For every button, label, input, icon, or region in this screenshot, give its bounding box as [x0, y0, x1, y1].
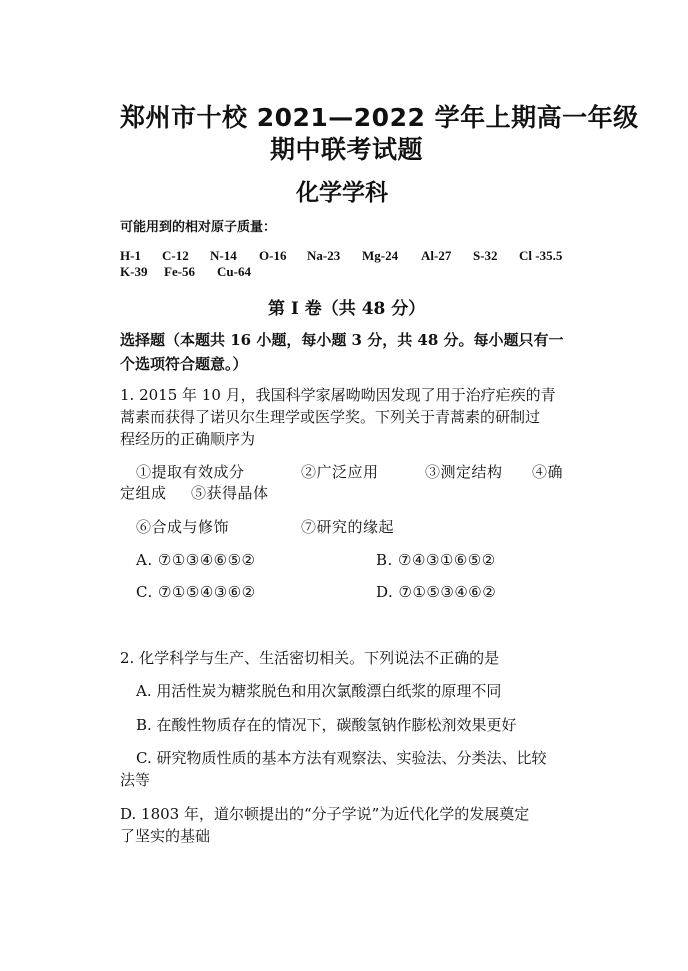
atomic-mass-item: Al-27 — [421, 248, 452, 263]
q2-option-b[interactable]: B. 在酸性物质存在的情况下，碳酸氢钠作膨松剂效果更好 — [136, 716, 517, 734]
q2-stem: 2. 化学科学与生产、生活密切相关。下列说法不正确的是 — [120, 649, 500, 667]
q2-option-d-line1[interactable]: D. 1803 年，道尔顿提出的“分子学说”为近代化学的发展奠定 — [120, 805, 530, 823]
q2-option-a[interactable]: A. 用活性炭为糖浆脱色和用次氯酸漂白纸浆的原理不同 — [136, 682, 502, 700]
atomic-mass-item: K-39 — [120, 264, 148, 279]
q2-option-c-line2: 法等 — [120, 771, 151, 789]
q1-item: ⑥合成与修饰 — [136, 518, 230, 536]
volume-title: 第 Ⅰ 卷（共 48 分） — [268, 299, 426, 319]
q1-stem-line2: 蒿素而获得了诺贝尔生理学或医学奖。下列关于青蒿素的研制过 — [120, 408, 541, 426]
atomic-mass-item: Na-23 — [307, 248, 341, 263]
atomic-mass-item: O-16 — [259, 248, 287, 263]
atomic-mass-item: Cu-64 — [217, 264, 251, 279]
q1-stem-line3: 程经历的正确顺序为 — [120, 430, 256, 448]
q1-option-c[interactable]: C. ⑦①⑤④③⑥② — [136, 583, 256, 601]
atomic-mass-item: C-12 — [162, 248, 189, 263]
subject-title: 化学学科 — [296, 180, 388, 206]
q1-item: 定组成 — [120, 484, 167, 502]
atomic-mass-label: 可能用到的相对原子质量： — [120, 220, 277, 235]
q1-item: ①提取有效成分 — [136, 463, 245, 481]
q1-item: ⑤获得晶体 — [191, 484, 269, 502]
atomic-mass-item: Mg-24 — [362, 248, 399, 263]
q2-option-c-line1[interactable]: C. 研究物质性质的基本方法有观察法、实验法、分类法、比较 — [136, 749, 547, 767]
q2-option-d-line2: 了坚实的基础 — [120, 827, 211, 845]
q1-option-a[interactable]: A. ⑦①③④⑥⑤② — [136, 551, 256, 569]
q1-item: ③测定结构 — [425, 463, 503, 481]
q1-stem-line1: 1. 2015 年 10 月，我国科学家屠呦呦因发现了用于治疗疟疾的青 — [120, 386, 556, 404]
atomic-mass-item: N-14 — [210, 248, 237, 263]
section-instructions-line1: 选择题（本题共 16 小题，每小题 3 分，共 48 分。每小题只有一 — [120, 331, 564, 349]
exam-title-line2: 期中联考试题 — [270, 135, 424, 164]
exam-title-line1: 郑州市十校 2021—2022 学年上期高一年级 — [120, 103, 639, 132]
atomic-mass-item: Fe-56 — [164, 264, 196, 279]
section-instructions-line2: 个选项符合题意。） — [120, 355, 248, 373]
q1-item: ④确 — [532, 463, 564, 481]
q1-item: ⑦研究的缘起 — [301, 518, 395, 536]
atomic-mass-item: Cl -35.5 — [519, 248, 563, 263]
atomic-mass-item: H-1 — [120, 248, 141, 263]
q1-option-d[interactable]: D. ⑦①⑤③④⑥② — [376, 583, 497, 601]
q1-option-b[interactable]: B. ⑦④③①⑥⑤② — [376, 551, 496, 569]
q1-item: ②广泛应用 — [301, 463, 379, 481]
atomic-mass-item: S-32 — [473, 248, 498, 263]
